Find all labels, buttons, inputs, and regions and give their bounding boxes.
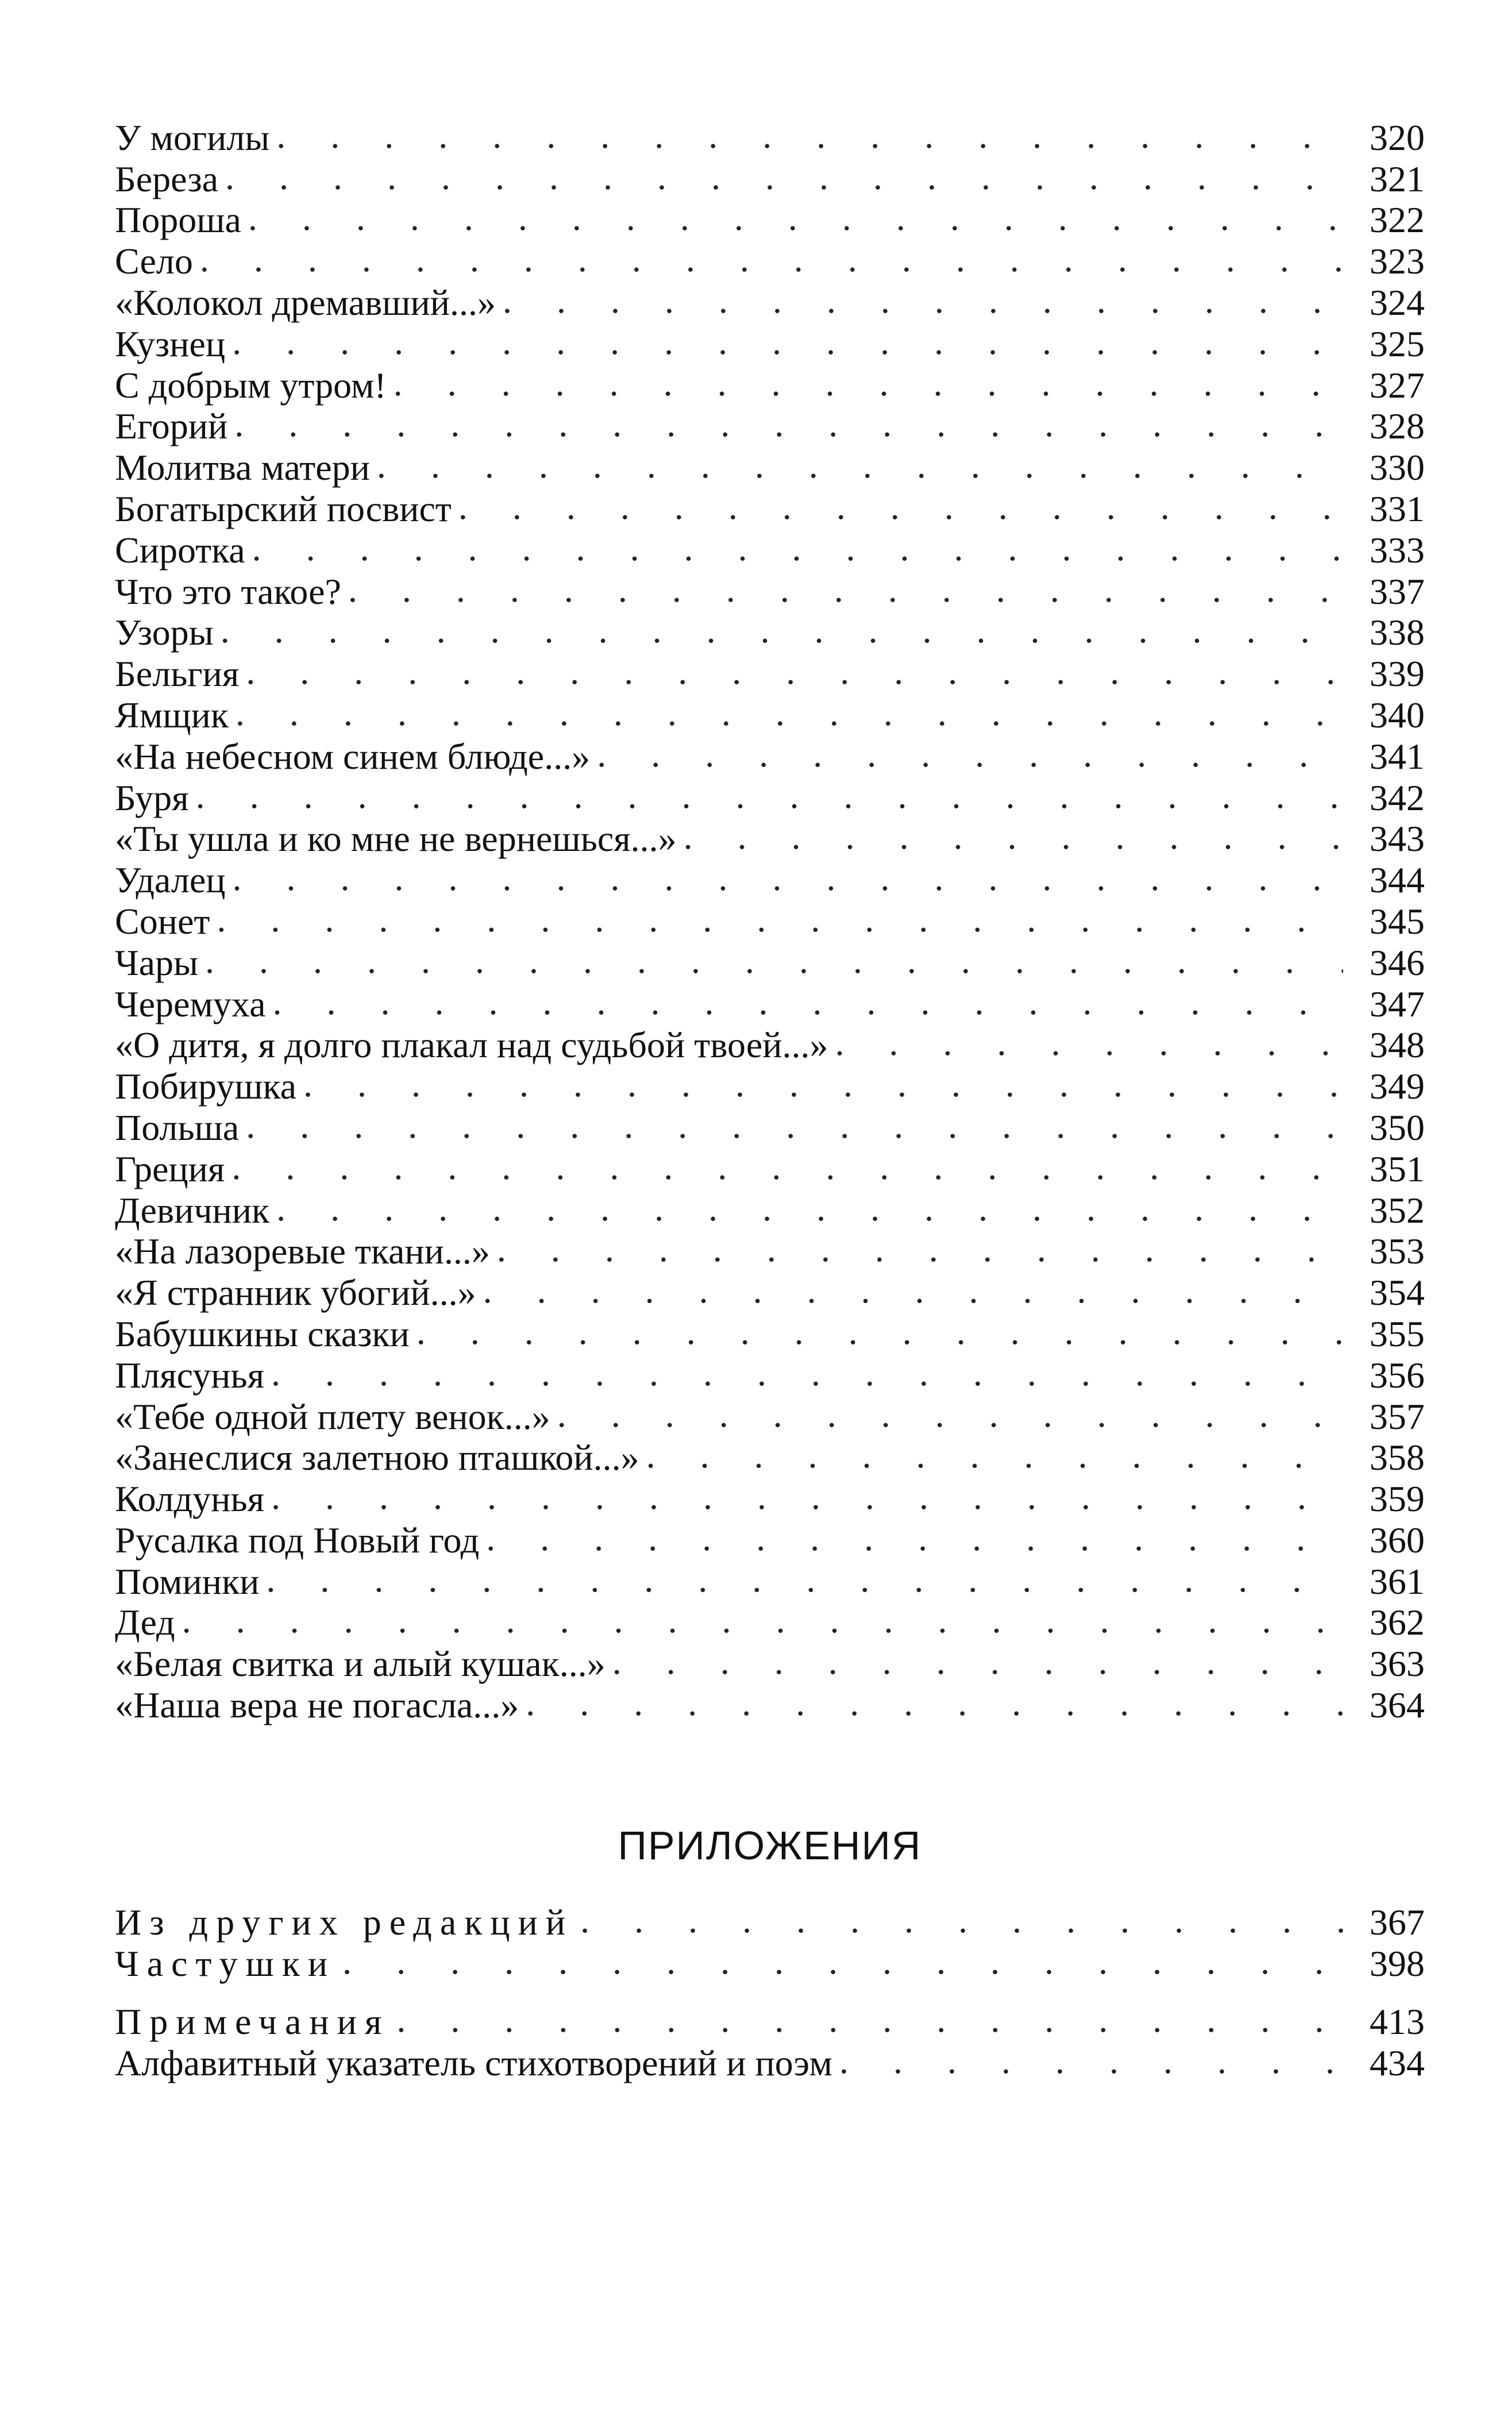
dot-leader — [221, 612, 1343, 651]
table-of-contents — [115, 115, 1425, 2082]
toc-entry-title: Польша — [115, 1107, 240, 1148]
dot-leader — [276, 117, 1343, 156]
dot-leader — [839, 2043, 1343, 2082]
toc-entry-title: Бабушкины сказки — [115, 1313, 410, 1354]
dot-leader — [272, 984, 1343, 1023]
toc-entry-page-number: 364 — [1370, 1685, 1425, 1726]
toc-entry — [115, 1641, 1425, 1685]
toc-entry — [115, 692, 1425, 734]
toc-entry — [115, 1999, 1425, 2041]
toc-entry-page-number: 359 — [1370, 1478, 1425, 1520]
dot-leader — [483, 1272, 1343, 1311]
toc-entry-title: «О дитя, я долго плакал над судьбой твоей...» — [115, 1024, 828, 1066]
toc-entry-page-number: 434 — [1370, 2043, 1425, 2084]
toc-entry-title: Пороша — [115, 199, 241, 241]
toc-entry-page-number: 325 — [1370, 323, 1425, 364]
toc-entry-page-number: 328 — [1370, 406, 1425, 447]
dot-leader — [580, 1902, 1343, 1941]
toc-entry-title: Ямщик — [115, 694, 229, 735]
dot-leader — [248, 199, 1343, 238]
dot-leader — [232, 1149, 1343, 1188]
dot-leader — [394, 365, 1343, 404]
toc-entry-page-number: 357 — [1370, 1396, 1425, 1437]
dot-leader — [486, 1520, 1343, 1559]
toc-entry-page-number: 398 — [1370, 1943, 1425, 1984]
toc-entry-page-number: 367 — [1370, 1901, 1425, 1943]
toc-entry-title: Богатырский посвист — [115, 488, 452, 529]
dot-leader — [225, 159, 1343, 198]
toc-entry — [115, 321, 1425, 363]
toc-entry-title: Из других редакций — [115, 1901, 574, 1943]
dot-leader — [497, 1231, 1343, 1270]
toc-entry-title: «На лазоревые ткани...» — [115, 1231, 490, 1272]
dot-leader — [196, 777, 1343, 816]
toc-entry-page-number: 361 — [1370, 1561, 1425, 1602]
toc-entry-title: Плясунья — [115, 1354, 265, 1396]
toc-entry-page-number: 343 — [1370, 818, 1425, 860]
toc-entry-page-number: 346 — [1370, 942, 1425, 983]
toc-entry-title: «На небесном синем блюде...» — [115, 735, 591, 777]
dot-leader — [597, 736, 1343, 775]
toc-entry-title: «Наша вера не погасла...» — [115, 1685, 519, 1726]
dot-leader — [232, 323, 1343, 363]
toc-entry-page-number: 354 — [1370, 1272, 1425, 1313]
toc-entry-page-number: 323 — [1370, 241, 1425, 282]
toc-entry-title: Чары — [115, 942, 198, 983]
toc-entry — [115, 445, 1425, 486]
toc-entry — [115, 1682, 1425, 1724]
toc-entry-title: Русалка под Новый год — [115, 1519, 480, 1561]
toc-entry — [115, 1600, 1425, 1642]
dot-leader — [182, 1602, 1343, 1641]
toc-entry-title: Колдунья — [115, 1478, 265, 1520]
dot-leader — [303, 1066, 1343, 1105]
toc-entry — [115, 404, 1425, 445]
toc-entry-page-number: 360 — [1370, 1519, 1425, 1561]
section-heading-appendix: ПРИЛОЖЕНИЯ — [618, 1823, 922, 1868]
toc-entry-title: Село — [115, 241, 193, 282]
toc-entry-title: Буря — [115, 777, 189, 818]
toc-entry — [115, 1941, 1425, 1982]
dot-leader — [232, 860, 1343, 899]
dot-leader — [557, 1396, 1343, 1435]
toc-entry-page-number: 356 — [1370, 1354, 1425, 1396]
toc-entry — [115, 1435, 1425, 1477]
toc-entry — [115, 1023, 1425, 1064]
toc-entry-page-number: 351 — [1370, 1148, 1425, 1189]
toc-entry-title: Дед — [115, 1602, 175, 1643]
toc-entry-page-number: 330 — [1370, 447, 1425, 488]
toc-entry — [115, 1394, 1425, 1435]
toc-entry-page-number: 413 — [1370, 2001, 1425, 2043]
toc-entry — [115, 1517, 1425, 1559]
toc-entry — [115, 363, 1425, 404]
toc-entry-title: Поминки — [115, 1561, 260, 1602]
toc-entry-title: «Белая свитка и алый кушак...» — [115, 1643, 605, 1685]
toc-entry — [115, 981, 1425, 1023]
toc-main-list — [115, 115, 1425, 1724]
toc-entry — [115, 486, 1425, 527]
toc-entry — [115, 1146, 1425, 1188]
toc-entry — [115, 940, 1425, 981]
dot-leader — [205, 942, 1343, 981]
dot-leader — [276, 1190, 1343, 1229]
toc-entry-page-number: 331 — [1370, 488, 1425, 529]
toc-entry-title: «Ты ушла и ко мне не вернешься...» — [115, 818, 677, 860]
toc-entry-page-number: 322 — [1370, 199, 1425, 241]
toc-entry-page-number: 355 — [1370, 1313, 1425, 1354]
dot-leader — [271, 1355, 1343, 1394]
dot-leader — [396, 2001, 1343, 2040]
toc-entry-title: Побирушка — [115, 1066, 296, 1107]
dot-leader — [416, 1313, 1343, 1353]
toc-entry-title: Что это такое? — [115, 571, 341, 612]
dot-leader — [835, 1024, 1343, 1064]
toc-entry-page-number: 348 — [1370, 1024, 1425, 1066]
toc-entry-title: Частушки — [115, 1943, 336, 1984]
toc-entry — [115, 775, 1425, 816]
toc-entry-page-number: 339 — [1370, 653, 1425, 695]
toc-entry-page-number: 333 — [1370, 529, 1425, 571]
toc-entry-title: Сонет — [115, 900, 210, 942]
toc-entry-page-number: 327 — [1370, 364, 1425, 406]
toc-entry-page-number: 344 — [1370, 860, 1425, 901]
toc-entry — [115, 1229, 1425, 1270]
toc-entry-page-number: 324 — [1370, 282, 1425, 323]
toc-entry-title: «Занеслися залетною пташкой...» — [115, 1437, 639, 1478]
toc-entry — [115, 1353, 1425, 1394]
toc-entry-title: Егорий — [115, 406, 228, 447]
toc-appendix-list-2 — [115, 1999, 1425, 2082]
toc-entry-title: Черемуха — [115, 983, 266, 1024]
dot-leader — [646, 1437, 1343, 1476]
toc-entry-page-number: 345 — [1370, 900, 1425, 942]
toc-entry — [115, 1900, 1425, 1941]
toc-entry — [115, 899, 1425, 940]
toc-entry — [115, 1064, 1425, 1105]
toc-entry-page-number: 347 — [1370, 983, 1425, 1024]
toc-entry-title: Девичник — [115, 1189, 270, 1231]
toc-entry — [115, 156, 1425, 198]
toc-entry — [115, 734, 1425, 775]
toc-entry — [115, 1270, 1425, 1311]
toc-entry — [115, 527, 1425, 569]
toc-entry-title: У могилы — [115, 117, 270, 158]
toc-entry — [115, 857, 1425, 899]
toc-entry-page-number: 321 — [1370, 158, 1425, 199]
toc-entry-title: Молитва матери — [115, 447, 370, 488]
toc-entry-page-number: 342 — [1370, 777, 1425, 818]
toc-entry-page-number: 320 — [1370, 117, 1425, 158]
toc-entry-page-number: 349 — [1370, 1066, 1425, 1107]
toc-entry — [115, 1559, 1425, 1600]
toc-entry-title: Алфавитный указатель стихотворений и поэм — [115, 2043, 832, 2084]
toc-entry — [115, 2040, 1425, 2082]
toc-entry — [115, 198, 1425, 239]
toc-entry-title: Удалец — [115, 860, 226, 901]
dot-leader — [612, 1643, 1343, 1682]
dot-leader — [342, 1943, 1343, 1982]
toc-entry-title: «Колокол дремавший...» — [115, 282, 496, 323]
toc-entry-page-number: 340 — [1370, 694, 1425, 735]
toc-entry-page-number: 362 — [1370, 1602, 1425, 1643]
toc-entry-title: С добрым утром! — [115, 364, 387, 406]
toc-entry — [115, 610, 1425, 652]
toc-entry-page-number: 338 — [1370, 612, 1425, 653]
toc-entry-title: Греция — [115, 1148, 225, 1189]
toc-entry — [115, 816, 1425, 858]
toc-entry-page-number: 337 — [1370, 571, 1425, 612]
dot-leader — [234, 406, 1343, 445]
dot-leader — [503, 282, 1343, 321]
toc-entry-title: Береза — [115, 158, 219, 199]
toc-entry — [115, 1188, 1425, 1229]
toc-entry-title: Сиротка — [115, 529, 245, 571]
dot-leader — [246, 1107, 1343, 1146]
toc-entry-title: Примечания — [115, 2001, 390, 2043]
dot-leader — [271, 1478, 1343, 1517]
toc-entry-title: Бельгия — [115, 653, 240, 695]
toc-entry — [115, 280, 1425, 321]
dot-leader — [458, 488, 1343, 527]
dot-leader — [348, 571, 1343, 610]
dot-leader — [236, 695, 1343, 734]
toc-entry-title: Кузнец — [115, 323, 226, 364]
toc-entry — [115, 1311, 1425, 1353]
group-gap — [115, 1982, 1425, 1999]
dot-leader — [266, 1561, 1343, 1600]
toc-entry — [115, 569, 1425, 610]
toc-appendix-list-1 — [115, 1900, 1425, 1982]
toc-entry — [115, 651, 1425, 695]
dot-leader — [246, 653, 1343, 692]
toc-entry-title: «Тебе одной плету венок...» — [115, 1396, 550, 1437]
toc-entry-title: Узоры — [115, 612, 214, 653]
toc-entry-page-number: 352 — [1370, 1189, 1425, 1231]
toc-entry-page-number: 350 — [1370, 1107, 1425, 1148]
toc-entry-page-number: 363 — [1370, 1643, 1425, 1685]
toc-entry-page-number: 353 — [1370, 1231, 1425, 1272]
toc-entry-page-number: 358 — [1370, 1437, 1425, 1478]
dot-leader — [684, 818, 1343, 857]
dot-leader — [217, 901, 1343, 940]
dot-leader — [252, 530, 1343, 569]
toc-entry-title: «Я странник убогий...» — [115, 1272, 476, 1313]
toc-entry — [115, 1105, 1425, 1146]
dot-leader — [200, 241, 1343, 280]
dot-leader — [526, 1685, 1343, 1724]
toc-entry — [115, 238, 1425, 280]
toc-entry — [115, 115, 1425, 156]
toc-entry — [115, 1476, 1425, 1520]
dot-leader — [377, 447, 1343, 486]
toc-entry-page-number: 341 — [1370, 735, 1425, 777]
